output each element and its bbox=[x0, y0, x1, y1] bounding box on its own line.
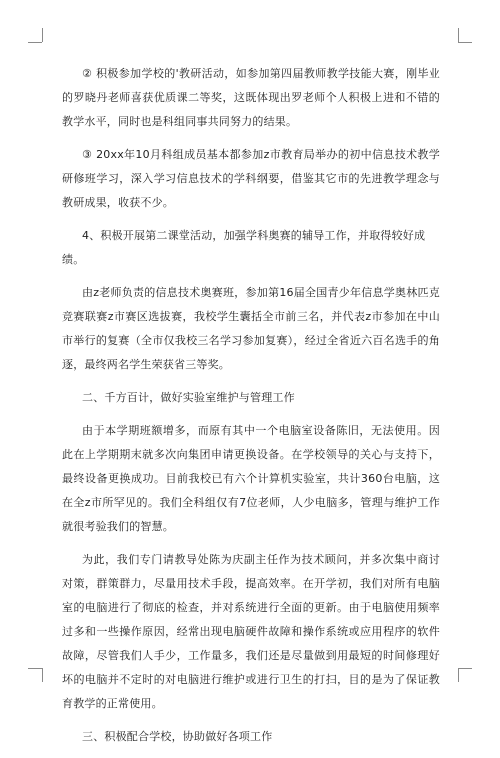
crop-mark bbox=[458, 668, 459, 682]
crop-mark bbox=[28, 42, 42, 43]
document-body bbox=[62, 62, 440, 758]
crop-mark bbox=[458, 28, 459, 42]
paragraph-training-course: ③ 20xx年10月科组成员基本都参加z市教育局举办的初中信息技术教学研修班学习，深入学习信息技术的学科纲要，借鉴其它市的先进教学理念与教研成果，收获不少。 bbox=[62, 148, 440, 209]
paragraph-olympiad: 由z老师负责的信息技术奥赛班，参加第16届全国青少年信息学奥林匹克竞赛联赛z市赛区选拔赛，我校学生囊括全市前三名，并代表z市参加在中山市举行的复赛（全市仅我校三名学习参加复赛），经过全省近六百名选手的角逐，最终两名学生荣获省三等奖。 bbox=[62, 286, 440, 371]
crop-mark bbox=[458, 42, 472, 43]
crop-mark bbox=[28, 668, 42, 669]
paragraph-maintenance-measures: 为此，我们专门请教导处陈为庆副主任作为技术顾问，并多次集中商讨对策，群策群力，尽量用技术手段，提高效率。在开学初，我们对所有电脑室的电脑进行了彻底的检查，并对系统进行全面的更新。由于电脑使用频率过多和一些操作原因，经常出现电脑硬件故障和操作系统或应用程序的软件故障，尽管我们人手少，工作量多，我们还是尽量做到用最短的时间修理好坏的电脑并不定时的对电脑进行维护或进行卫生的打扫，目的是为了保证教育教学的正常使用。 bbox=[62, 553, 440, 710]
crop-mark bbox=[458, 668, 472, 669]
crop-mark bbox=[42, 668, 43, 682]
crop-mark bbox=[42, 28, 43, 42]
section-heading-lab-maintenance: 二、千方百计，做好实验室维护与管理工作 bbox=[82, 391, 295, 404]
paragraph-teaching-competition: ② 积极参加学校的'教研活动，如参加第四届教师教学技能大赛，刚毕业的罗晓丹老师喜获优质课二等奖，这既体现出罗老师个人积极上进和不错的教学水平，同时也是科组同事共同努力的结果。 bbox=[62, 67, 440, 128]
paragraph-equipment-update: 由于本学期班额增多，而原有其中一个电脑室设备陈旧，无法使用。因此在上学期期末就多次向集团申请更换设备。在学校领导的关心与支持下，最终设备更换成功。目前我校已有六个计算机实验室，共计360台电脑，这在全z市所罕见的。我们全科组仅有7位老师，人少电脑多，管理与维护工作就很考验我们的智慧。 bbox=[62, 424, 440, 533]
section-heading-cooperation: 三、积极配合学校，协助做好各项工作 bbox=[82, 730, 273, 743]
section-heading-second-classroom: 4、积极开展第二课堂活动，加强学科奥赛的辅导工作，并取得较好成绩。 bbox=[62, 229, 426, 266]
